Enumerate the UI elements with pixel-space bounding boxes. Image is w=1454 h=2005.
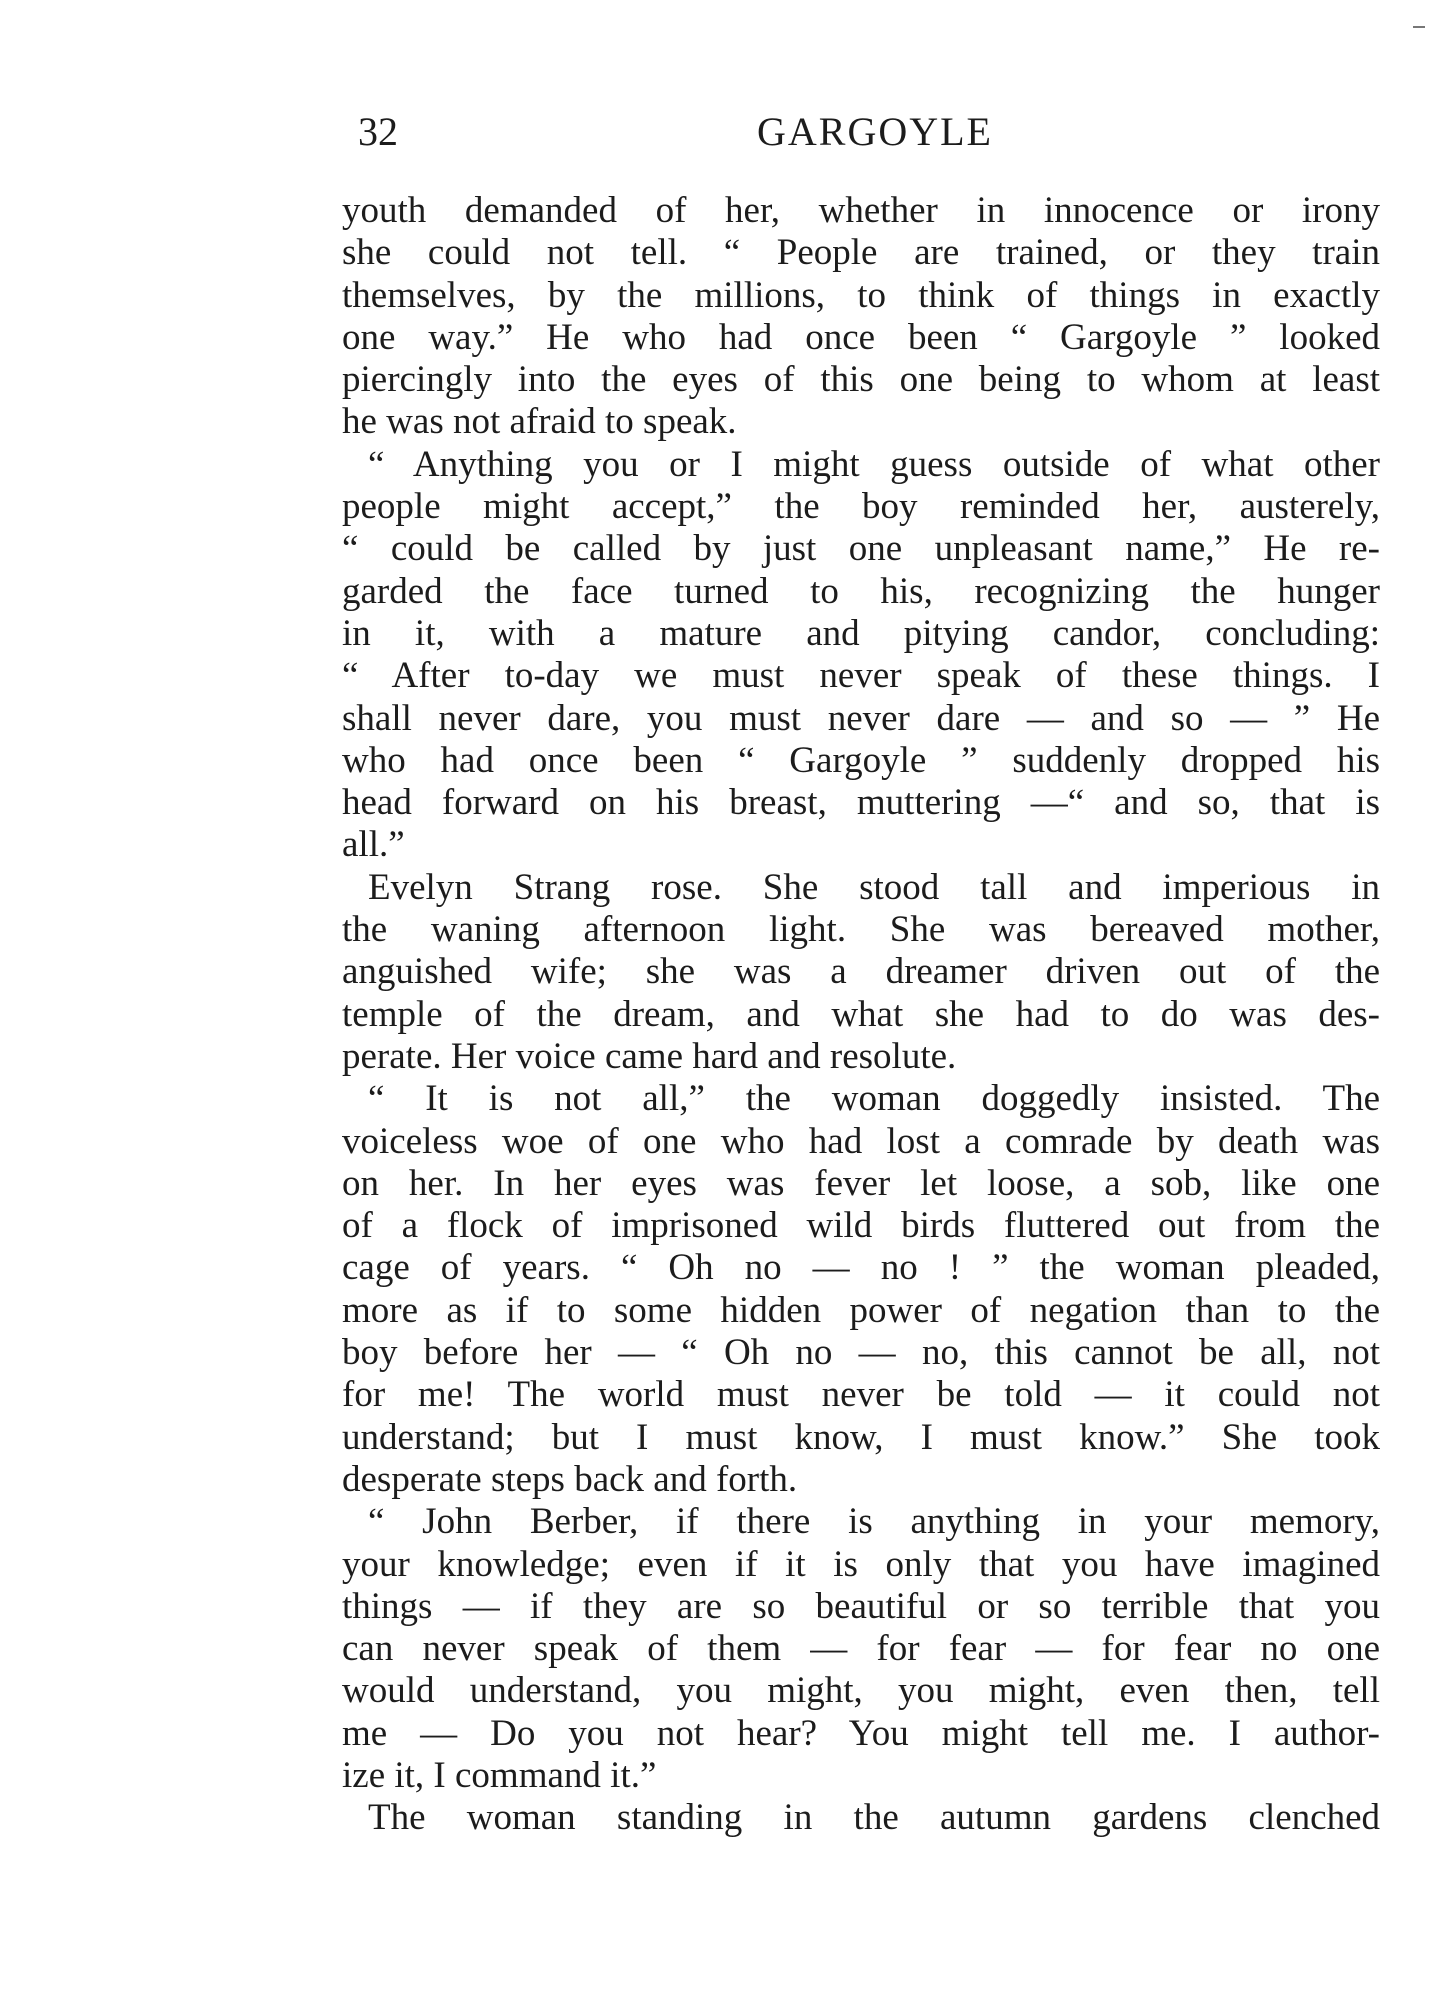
running-title: GARGOYLE bbox=[757, 109, 993, 154]
text-line: anguished wife; she was a dreamer driven out of the bbox=[342, 951, 1380, 993]
text-line: The woman standing in the autumn gardens clenched bbox=[368, 1797, 1380, 1839]
text-line: voiceless woe of one who had lost a comrade by death was bbox=[342, 1120, 1380, 1162]
text-line: piercingly into the eyes of this one being to whom at least bbox=[342, 359, 1380, 401]
text-line: in it, with a mature and pitying candor, concluding: bbox=[342, 612, 1380, 654]
text-line: “ could be called by just one unpleasant name,” He re- bbox=[342, 528, 1380, 570]
text-line: me — Do you not hear? You might tell me. I author- bbox=[342, 1712, 1380, 1754]
text-line: desperate steps back and forth. bbox=[342, 1458, 798, 1500]
text-line: youth demanded of her, whether in innocence or irony bbox=[342, 190, 1380, 231]
text-line: cage of years. “ Oh no — no ! ” the woman pleaded, bbox=[342, 1247, 1380, 1289]
page-number: 32 bbox=[358, 109, 398, 154]
text-line: for me! The world must never be told — it could not bbox=[342, 1374, 1380, 1416]
text-line: can never speak of them — for fear — for fear no one bbox=[342, 1628, 1380, 1670]
text-line: all.” bbox=[342, 824, 405, 866]
body-text bbox=[342, 190, 1380, 1840]
text-line: “ Anything you or I might guess outside of what other bbox=[368, 443, 1380, 485]
text-line: on her. In her eyes was fever let loose, a sob, like one bbox=[342, 1162, 1380, 1204]
text-line: one way.” He who had once been “ Gargoyle ” looked bbox=[342, 316, 1380, 358]
text-line: things — if they are so beautiful or so terrible that you bbox=[342, 1585, 1380, 1627]
text-line: temple of the dream, and what she had to do was des- bbox=[342, 993, 1380, 1035]
scan-edge-mark bbox=[1413, 26, 1425, 28]
text-line: head forward on his breast, muttering —“ and so, that is bbox=[342, 782, 1380, 824]
text-line: understand; but I must know, I must know.” She took bbox=[342, 1416, 1380, 1458]
text-line: perate. Her voice came hard and resolute. bbox=[342, 1035, 957, 1077]
text-line: people might accept,” the boy reminded her, austerely, bbox=[342, 486, 1380, 528]
text-line: garded the face turned to his, recognizing the hunger bbox=[342, 570, 1380, 612]
text-line: “ After to-day we must never speak of these things. I bbox=[342, 655, 1380, 697]
text-line: more as if to some hidden power of negation than to the bbox=[342, 1289, 1380, 1331]
text-line: the waning afternoon light. She was bereaved mother, bbox=[342, 909, 1380, 951]
text-line: Evelyn Strang rose. She stood tall and imperious in bbox=[368, 866, 1380, 908]
text-line: he was not afraid to speak. bbox=[342, 401, 737, 443]
text-line: ize it, I command it.” bbox=[342, 1754, 657, 1796]
text-line: themselves, by the millions, to think of things in exactly bbox=[342, 274, 1380, 316]
text-line: “ John Berber, if there is anything in your memory, bbox=[368, 1501, 1380, 1543]
text-line: who had once been “ Gargoyle ” suddenly dropped his bbox=[342, 739, 1380, 781]
text-line: your knowledge; even if it is only that you have imagined bbox=[342, 1543, 1380, 1585]
text-line: would understand, you might, you might, even then, tell bbox=[342, 1670, 1380, 1712]
text-line: shall never dare, you must never dare — and so — ” He bbox=[342, 697, 1380, 739]
text-line: she could not tell. “ People are trained, or they train bbox=[342, 232, 1380, 274]
text-line: boy before her — “ Oh no — no, this cannot be all, not bbox=[342, 1332, 1380, 1374]
text-line: “ It is not all,” the woman doggedly insisted. The bbox=[368, 1078, 1380, 1120]
text-line: of a flock of imprisoned wild birds fluttered out from the bbox=[342, 1205, 1380, 1247]
